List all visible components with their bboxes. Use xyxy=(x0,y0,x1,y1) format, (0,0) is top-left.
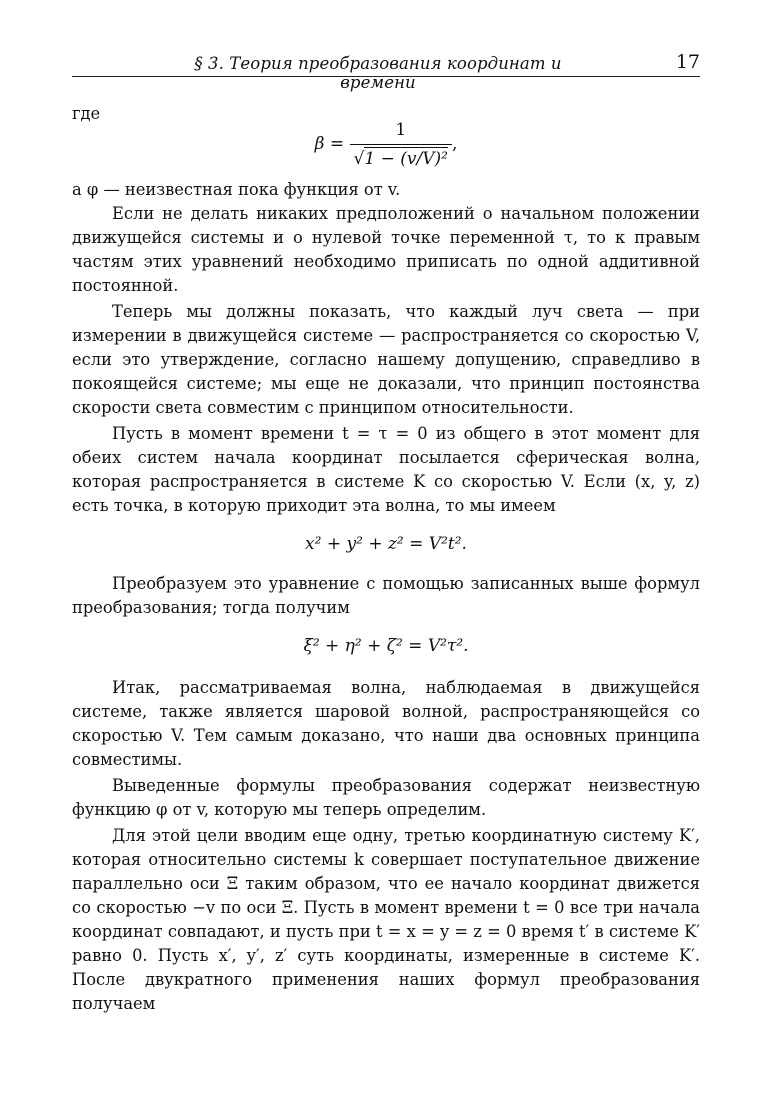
beta-equation xyxy=(72,118,700,176)
paragraph-third-system: Для этой цели вводим еще одну, третью координатную систему K′, которая относительно системы k совершает поступательное движение параллельно оси Ξ таким образом, что ее начало координат движется со скоростью −v по оси Ξ. Пусть в момент времени t = 0 все три начала координат совпадают, и пусть при t = x = y = z = 0 время t′ в системе K′ равно 0. Пусть x′, y′, z′ суть координаты, измеренные в системе K′. После двукратного применения наших формул преобразования получаем xyxy=(72,826,700,1013)
beta-radicand: 1 − (v/V)² xyxy=(364,149,448,169)
running-head: § 3. Теория преобразования координат и времени xyxy=(194,54,562,92)
beta-denominator: √1 − (v/V)² xyxy=(350,144,452,171)
beta-fraction xyxy=(350,118,452,171)
beta-lhs: β = xyxy=(314,134,345,154)
phi-definition: а φ — неизвестная пока функция от v. xyxy=(72,180,401,199)
beta-numerator: 1 xyxy=(395,120,407,140)
paragraph-transform: Преобразуем это уравнение с помощью записанных выше формул преобразования; тогда получим xyxy=(72,574,700,617)
equation-stationary-wave: x² + y² + z² = V²t². xyxy=(305,534,467,554)
where-word: где xyxy=(72,104,101,123)
page-body xyxy=(72,102,700,1016)
paragraph-spherical-wave: Пусть в момент времени t = τ = 0 из общего в этот момент для обеих систем начала координат посылается сферическая волна, которая распространяется в системе K со скоростью V. Если (x, y, z) есть точка, в которую приходит эта волна, то мы имеем xyxy=(72,424,700,515)
paragraph-light-speed: Теперь мы должны показать, что каждый луч света — при измерении в движущейся системе — распространяется со скоростью V, если это утверждение, согласно нашему допущению, справедливо в покоящейся системе; мы еще не доказали, что принцип постоянства скорости света совместим с принципом относительности. xyxy=(72,302,700,417)
page-header xyxy=(72,46,700,92)
paragraph-unknown-function: Выведенные формулы преобразования содержат неизвестную функцию φ от v, которую мы теперь определим. xyxy=(72,776,700,819)
paragraph-compatibility: Итак, рассматриваемая волна, наблюдаемая в движущейся системе, также является шаровой волной, распространяющейся со скоростью V. Тем самым доказано, что наши два основных принципа совместимы. xyxy=(72,678,700,769)
page-number: 17 xyxy=(675,51,700,73)
paragraph-additive-constants: Если не делать никаких предположений о начальном положении движущейся системы и о нулевой точке переменной τ, то к правым частям этих уравнений необходимо приписать по одной аддитивной постоянной. xyxy=(72,204,700,295)
equation-moving-wave: ξ² + η² + ζ² = V²τ². xyxy=(303,636,469,656)
beta-trailing-comma: , xyxy=(451,134,458,154)
